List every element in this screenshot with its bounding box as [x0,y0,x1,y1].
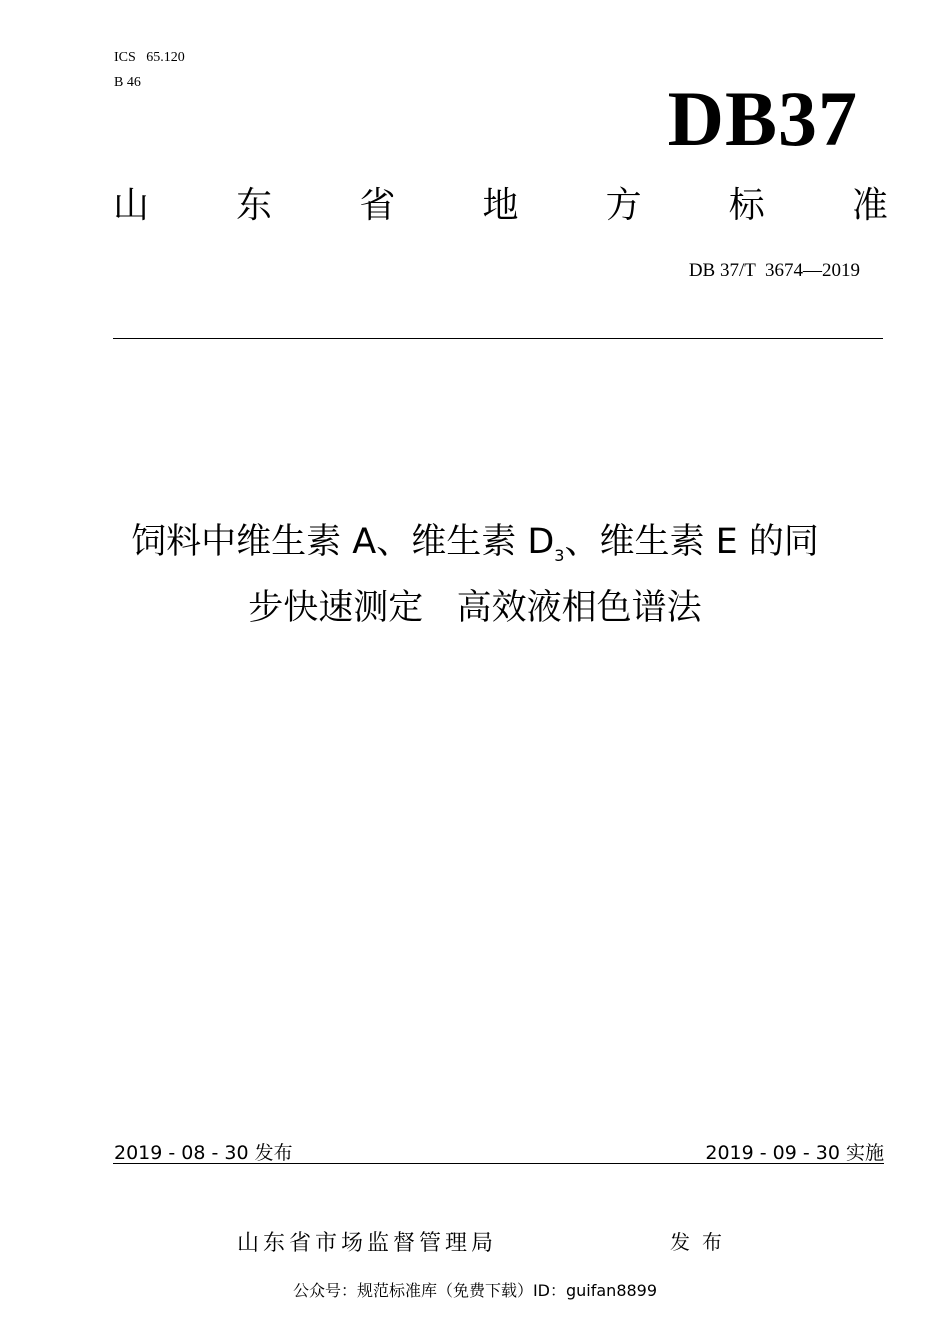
footer-note: 公众号：规范标准库（免费下载）ID：guifan8899 [292,1281,658,1300]
standard-type-heading [113,185,888,226]
standard-number: DB 37/T 3674—2019 [688,260,860,281]
issue-label: 发布 [670,1230,734,1254]
standard-type-char: 方 [605,185,642,226]
title-line-2: 步快速测定 高效液相色谱法 [248,588,702,628]
standard-type-char: 东 [236,185,273,226]
ccs-code: B 46 [114,75,141,90]
implement-date: 2019 - 09 - 30 实施 [705,1142,884,1164]
standard-type-char: 山 [113,185,150,226]
document-title [60,516,890,634]
standard-type-char: 标 [728,185,765,226]
title-line-1-part-1: 饲料中维生素 A、维生素 D [131,522,555,562]
standard-type-char: 准 [851,185,888,226]
top-divider [113,338,883,339]
db-code-logo: DB37 [667,75,858,162]
title-line-1 [60,516,890,582]
title-line-1-part-2: 、维生素 E 的同 [564,522,819,562]
standard-type-char: 地 [482,185,519,226]
standard-type-char: 省 [359,185,396,226]
bottom-divider [113,1163,884,1164]
publish-date: 2019 - 08 - 30 发布 [114,1142,293,1164]
title-subscript: 3 [554,546,565,565]
ics-code: ICS 65.120 [114,50,185,65]
issuing-authority: 山东省市场监督管理局 [237,1231,498,1256]
